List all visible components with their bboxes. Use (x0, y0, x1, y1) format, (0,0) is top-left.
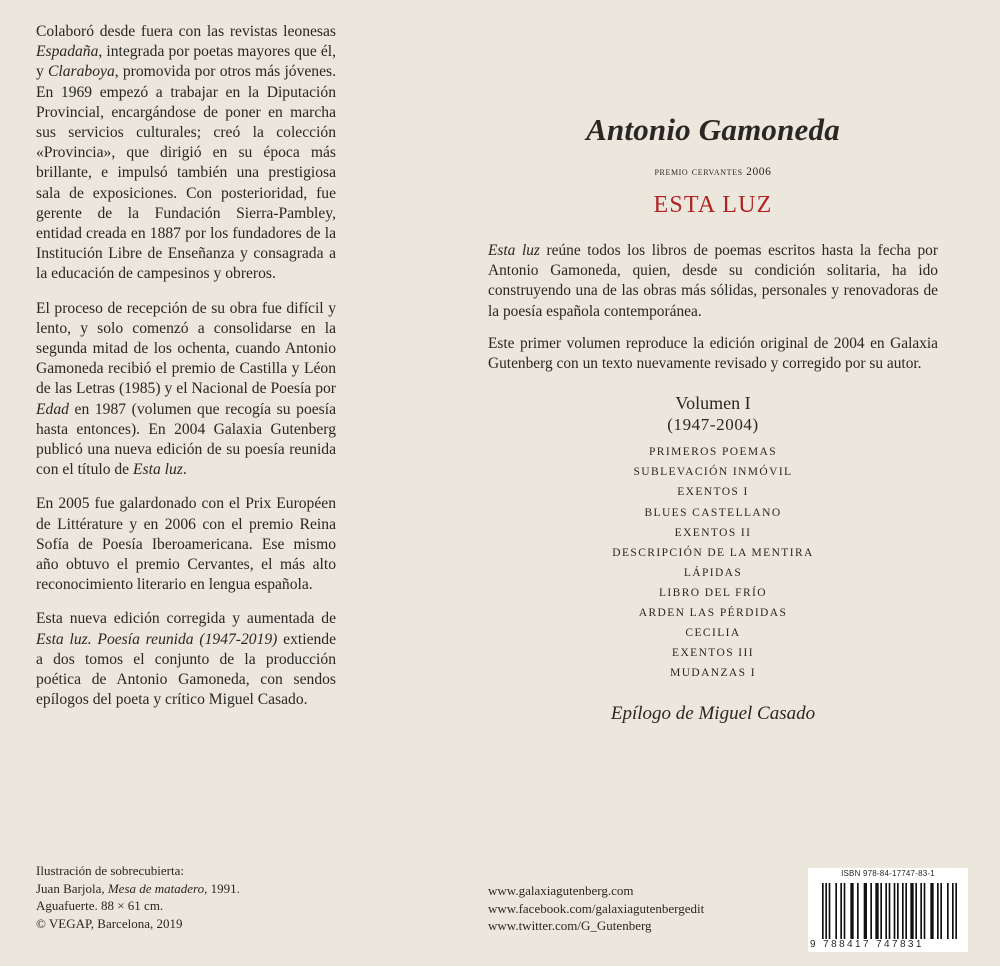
barcode-bar (940, 883, 942, 939)
bio-text: El proceso de recepción de su obra fue difícil y lento, y solo comenzó a consolidarse en la segunda mitad de los ochenta, cuando Antonio Gamoneda recibió el premio de Castilla y Léon de las Letras (1985) y el Nacional de Poesía por (36, 299, 336, 398)
contents-item: LÁPIDAS (683, 566, 743, 579)
contents-item: BLUES CASTELLANO (644, 506, 782, 519)
barcode-bar (889, 883, 891, 939)
bio-paragraph (36, 22, 336, 285)
credits-year: , 1991. (204, 880, 240, 896)
publisher-links (488, 882, 704, 935)
description-text: reúne todos los libros de poemas escritos hasta la fecha por Antonio Gamoneda, quien, desde su condición solitaria, ha ido construyendo una de las obras más sólidas, personales y renovadoras de la poesía española contemporánea. (488, 242, 938, 320)
credits-artist: Juan Barjola, (36, 880, 108, 896)
barcode-bar (885, 883, 887, 939)
barcode-bar (937, 883, 939, 939)
contents-item: EXENTOS II (674, 526, 752, 539)
book-blurb (488, 110, 938, 725)
barcode-bar (822, 883, 824, 939)
credits-work-title: Mesa de matadero (107, 880, 205, 896)
barcode-bar (955, 883, 957, 939)
credits-artist-line (36, 880, 336, 898)
description-text: Este primer volumen reproduce la edición original de 2004 en Galaxia Gutenberg con un texto nuevamente revisado y corregido por su autor. (488, 334, 938, 373)
publisher-link[interactable]: www.twitter.com/G_Gutenberg (488, 918, 652, 933)
barcode-bar (857, 883, 859, 939)
barcode-bars (822, 883, 962, 939)
contents-item: DESCRIPCIÓN DE LA MENTIRA (612, 546, 814, 559)
barcode-bar (829, 883, 831, 939)
contents-item: PRIMEROS POEMAS (648, 446, 778, 459)
barcode-bar (870, 883, 872, 939)
description-italic-text: Esta luz (488, 242, 540, 259)
bio-text: extiende a dos tomos el conjunto de la producción poética de Antonio Gamoneda, con sendos epílogos del poeta y crítico Miguel Casado. (36, 630, 336, 709)
barcode-bar (910, 883, 913, 939)
contents-item: EXENTOS I (677, 486, 749, 499)
bio-paragraph (36, 494, 336, 595)
barcode-image (808, 879, 968, 952)
bio-text: , promovida por otros más jóvenes. En 1969 empezó a trabajar en la Diputación Provincial, encargándose de poner en marcha sus servicios culturales; creó la colección «Provincia», que dirigió en su época más brillante, e impulsó también una prestigiosa sala de exposiciones. Con posterioridad, fue gerente de la Fundación Sierra-Pambley, entidad creada en 1887 por los fundadores de la Institución Libre de Enseñanza y consagrada a la educación de campesinos y obreros. (36, 63, 336, 283)
barcode-digits: 9 788417 747831 (810, 939, 924, 950)
volume-years: (1947-2004) (667, 415, 759, 435)
description-paragraph (488, 241, 938, 322)
publisher-link[interactable]: www.facebook.com/galaxiagutenbergedit (488, 900, 705, 916)
barcode-bar (920, 883, 922, 939)
credits-label: Ilustración de sobrecubierta: (36, 863, 184, 878)
bio-italic-text: Edad (36, 400, 69, 418)
contents-item: MUDANZAS I (670, 667, 756, 680)
cover-illustration-credits (36, 862, 336, 932)
contents-item: EXENTOS III (672, 647, 754, 660)
barcode-bar (875, 883, 878, 939)
contents-item: LIBRO DEL FRÍO (659, 586, 767, 599)
bio-paragraph (36, 609, 336, 710)
credits-technique: Aguafuerte. 88 × 61 cm. (36, 898, 164, 913)
contents-item: SUBLEVACIÓN INMÓVIL (633, 466, 793, 479)
barcode-bar (880, 883, 882, 939)
contents-item: CECILIA (685, 627, 741, 640)
book-title: ESTA LUZ (653, 192, 773, 218)
isbn-label: ISBN 978-84-17747-83-1 (808, 868, 968, 879)
bio-italic-text: Esta luz. Poesía reunida (1947-2019) (36, 630, 278, 648)
credits-copyright: © VEGAP, Barcelona, 2019 (36, 915, 183, 931)
book-description (488, 241, 938, 374)
contents-item: ARDEN LAS PÉRDIDAS (638, 606, 788, 619)
bio-text: . (182, 461, 187, 479)
bio-italic-text: Esta luz (133, 461, 183, 479)
barcode-bar (864, 883, 867, 939)
barcode-bar (835, 883, 837, 939)
contents-list (488, 442, 938, 683)
barcode-bar (894, 883, 896, 939)
author-biography (36, 22, 336, 711)
author-name: Antonio Gamoneda (586, 112, 840, 147)
barcode-bar (840, 883, 842, 939)
barcode-bar (905, 883, 907, 939)
bio-paragraph (36, 299, 336, 481)
bio-text: Esta nueva edición corregida y aumentada de (36, 610, 336, 628)
barcode-bar (844, 883, 846, 939)
barcode-bar (897, 883, 899, 939)
barcode-bar (947, 883, 949, 939)
barcode-bar (915, 883, 917, 939)
bio-text: , integrada por poetas mayores que él, y (36, 43, 336, 81)
epilogue-credit: Epílogo de Miguel Casado (610, 703, 816, 725)
barcode-bar (930, 883, 933, 939)
bio-text: Colaboró desde fuera con las revistas leonesas (36, 23, 336, 40)
publisher-link[interactable]: www.galaxiagutenberg.com (488, 883, 634, 898)
barcode-bar (924, 883, 926, 939)
barcode-bar (952, 883, 954, 939)
bio-text: En 2005 fue galardonado con el Prix Européen de Littérature y en 2006 con el premio Reina Sofía de Poesía Iberoamericana. Ese mismo año obtuvo el premio Cervantes, el más alto reconocimiento literario en lengua española. (36, 495, 336, 594)
barcode-bar (825, 883, 827, 939)
barcode-bar (850, 883, 853, 939)
bio-italic-text: Espadaña (36, 43, 99, 61)
bio-text: en 1987 (volumen que recogía su poesía hasta entonces). En 2004 Galaxia Gutenberg publicó una nueva edición de su poesía reunida con el título de (36, 400, 336, 479)
description-paragraph (488, 334, 938, 374)
isbn-barcode (808, 868, 968, 954)
bio-italic-text: Claraboya (48, 63, 115, 81)
barcode-bar (902, 883, 904, 939)
prize-line: premio cervantes 2006 (654, 166, 772, 178)
volume-label: Volumen I (675, 393, 751, 414)
